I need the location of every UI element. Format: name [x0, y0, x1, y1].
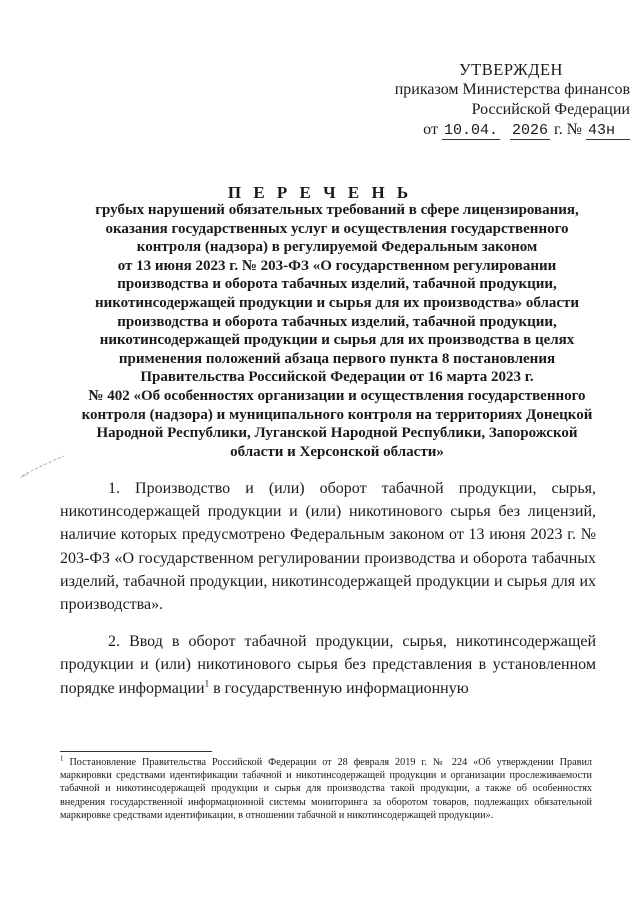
approved-heading: УТВЕРЖДЕН — [459, 60, 563, 79]
approval-stamp — [330, 60, 630, 140]
subtitle-line: Народной Республики, Луганской Народной Республики, Запорожской — [96, 425, 578, 442]
approval-line-federation: Российской Федерации — [471, 101, 630, 118]
subtitle-line: производства и оборота табачных изделий, табачной продукции, — [117, 313, 557, 330]
date-year: 2026 — [511, 122, 548, 139]
paragraph-2-text: 2. Ввод в оборот табачной продукции, сырья, никотинсодержащей продукции и (или) никотинового сырья без представления в установленном порядке информации — [60, 633, 596, 697]
subtitle-line: области и Херсонской области» — [230, 443, 444, 460]
paragraph-1: 1. Производство и (или) оборот табачной продукции, сырья, никотинсодержащей продукции и (или) никотинового сырья без лицензий, наличие которых предусмотрено Федеральным законом от 13 июня 2023 г. № 203-ФЗ «О государственном регулировании производства и оборота табачных изделий, табачной продукции, никотинсодержащей продукции и сырья для их производства». — [60, 480, 596, 614]
subtitle-line: контроля (надзора) в регулируемой Федеральным законом — [136, 239, 538, 256]
subtitle-line: производства и оборота табачных изделий, табачной продукции, — [117, 276, 557, 293]
subtitle-line: от 13 июня 2023 г. № 203-ФЗ «О государственном регулировании — [117, 257, 557, 274]
subtitle-line: никотинсодержащей продукции и сырья для их производства» области — [94, 294, 580, 311]
subtitle-line: грубых нарушений обязательных требований в сфере лицензирования, — [95, 202, 579, 218]
date-prefix: от — [423, 121, 438, 138]
subtitle-line: Правительства Российской Федерации от 16 марта 2023 г. — [140, 369, 534, 386]
date-day-month: 10.04. — [443, 122, 498, 139]
document-body — [60, 477, 596, 700]
subtitle-line: контроля (надзора) и муниципального контроля на территориях Донецкой — [81, 406, 593, 423]
subtitle-line: оказания государственных услуг и осуществления государственного — [105, 220, 569, 237]
footnote — [60, 756, 592, 822]
footnote-divider — [60, 751, 212, 752]
footnote-reference[interactable]: 1 — [204, 678, 210, 689]
approval-line-ministry: приказом Министерства финансов — [394, 81, 630, 98]
footnote-marker: 1 — [60, 754, 64, 763]
paragraph-2-continuation: в государственную информационную — [209, 679, 469, 697]
footnote-text: Постановление Правительства Российской Федерации от 28 февраля 2019 г. № 224 «Об утверждении Правил маркировки средствами идентификации табачной и никотинсодержащей продукции и организации прослеживаемости табачной и никотинсодержащей продукции и сырья для производства такой продукции, а также об особенностях внедрения государственной информационной системы мониторинга за оборотом товаров, подлежащих обязательной маркировке средствами идентификации, в отношении табачной и никотинсодержащей продукции». — [60, 757, 593, 821]
subtitle-line: никотинсодержащей продукции и сырья для их производства в целях — [99, 332, 575, 349]
date-year-suffix: г. № — [553, 121, 582, 138]
approval-date-line — [330, 120, 630, 140]
subtitle-line: № 402 «Об особенностях организации и осуществления государственного — [88, 387, 586, 404]
document-title: П Е Р Е Ч Е Н Ь — [227, 183, 413, 202]
document-subtitle — [72, 201, 602, 461]
order-number: 43н — [586, 123, 630, 140]
subtitle-line: применения положений абзаца первого пункта 8 постановления — [118, 350, 556, 367]
paragraph-2 — [60, 630, 596, 700]
